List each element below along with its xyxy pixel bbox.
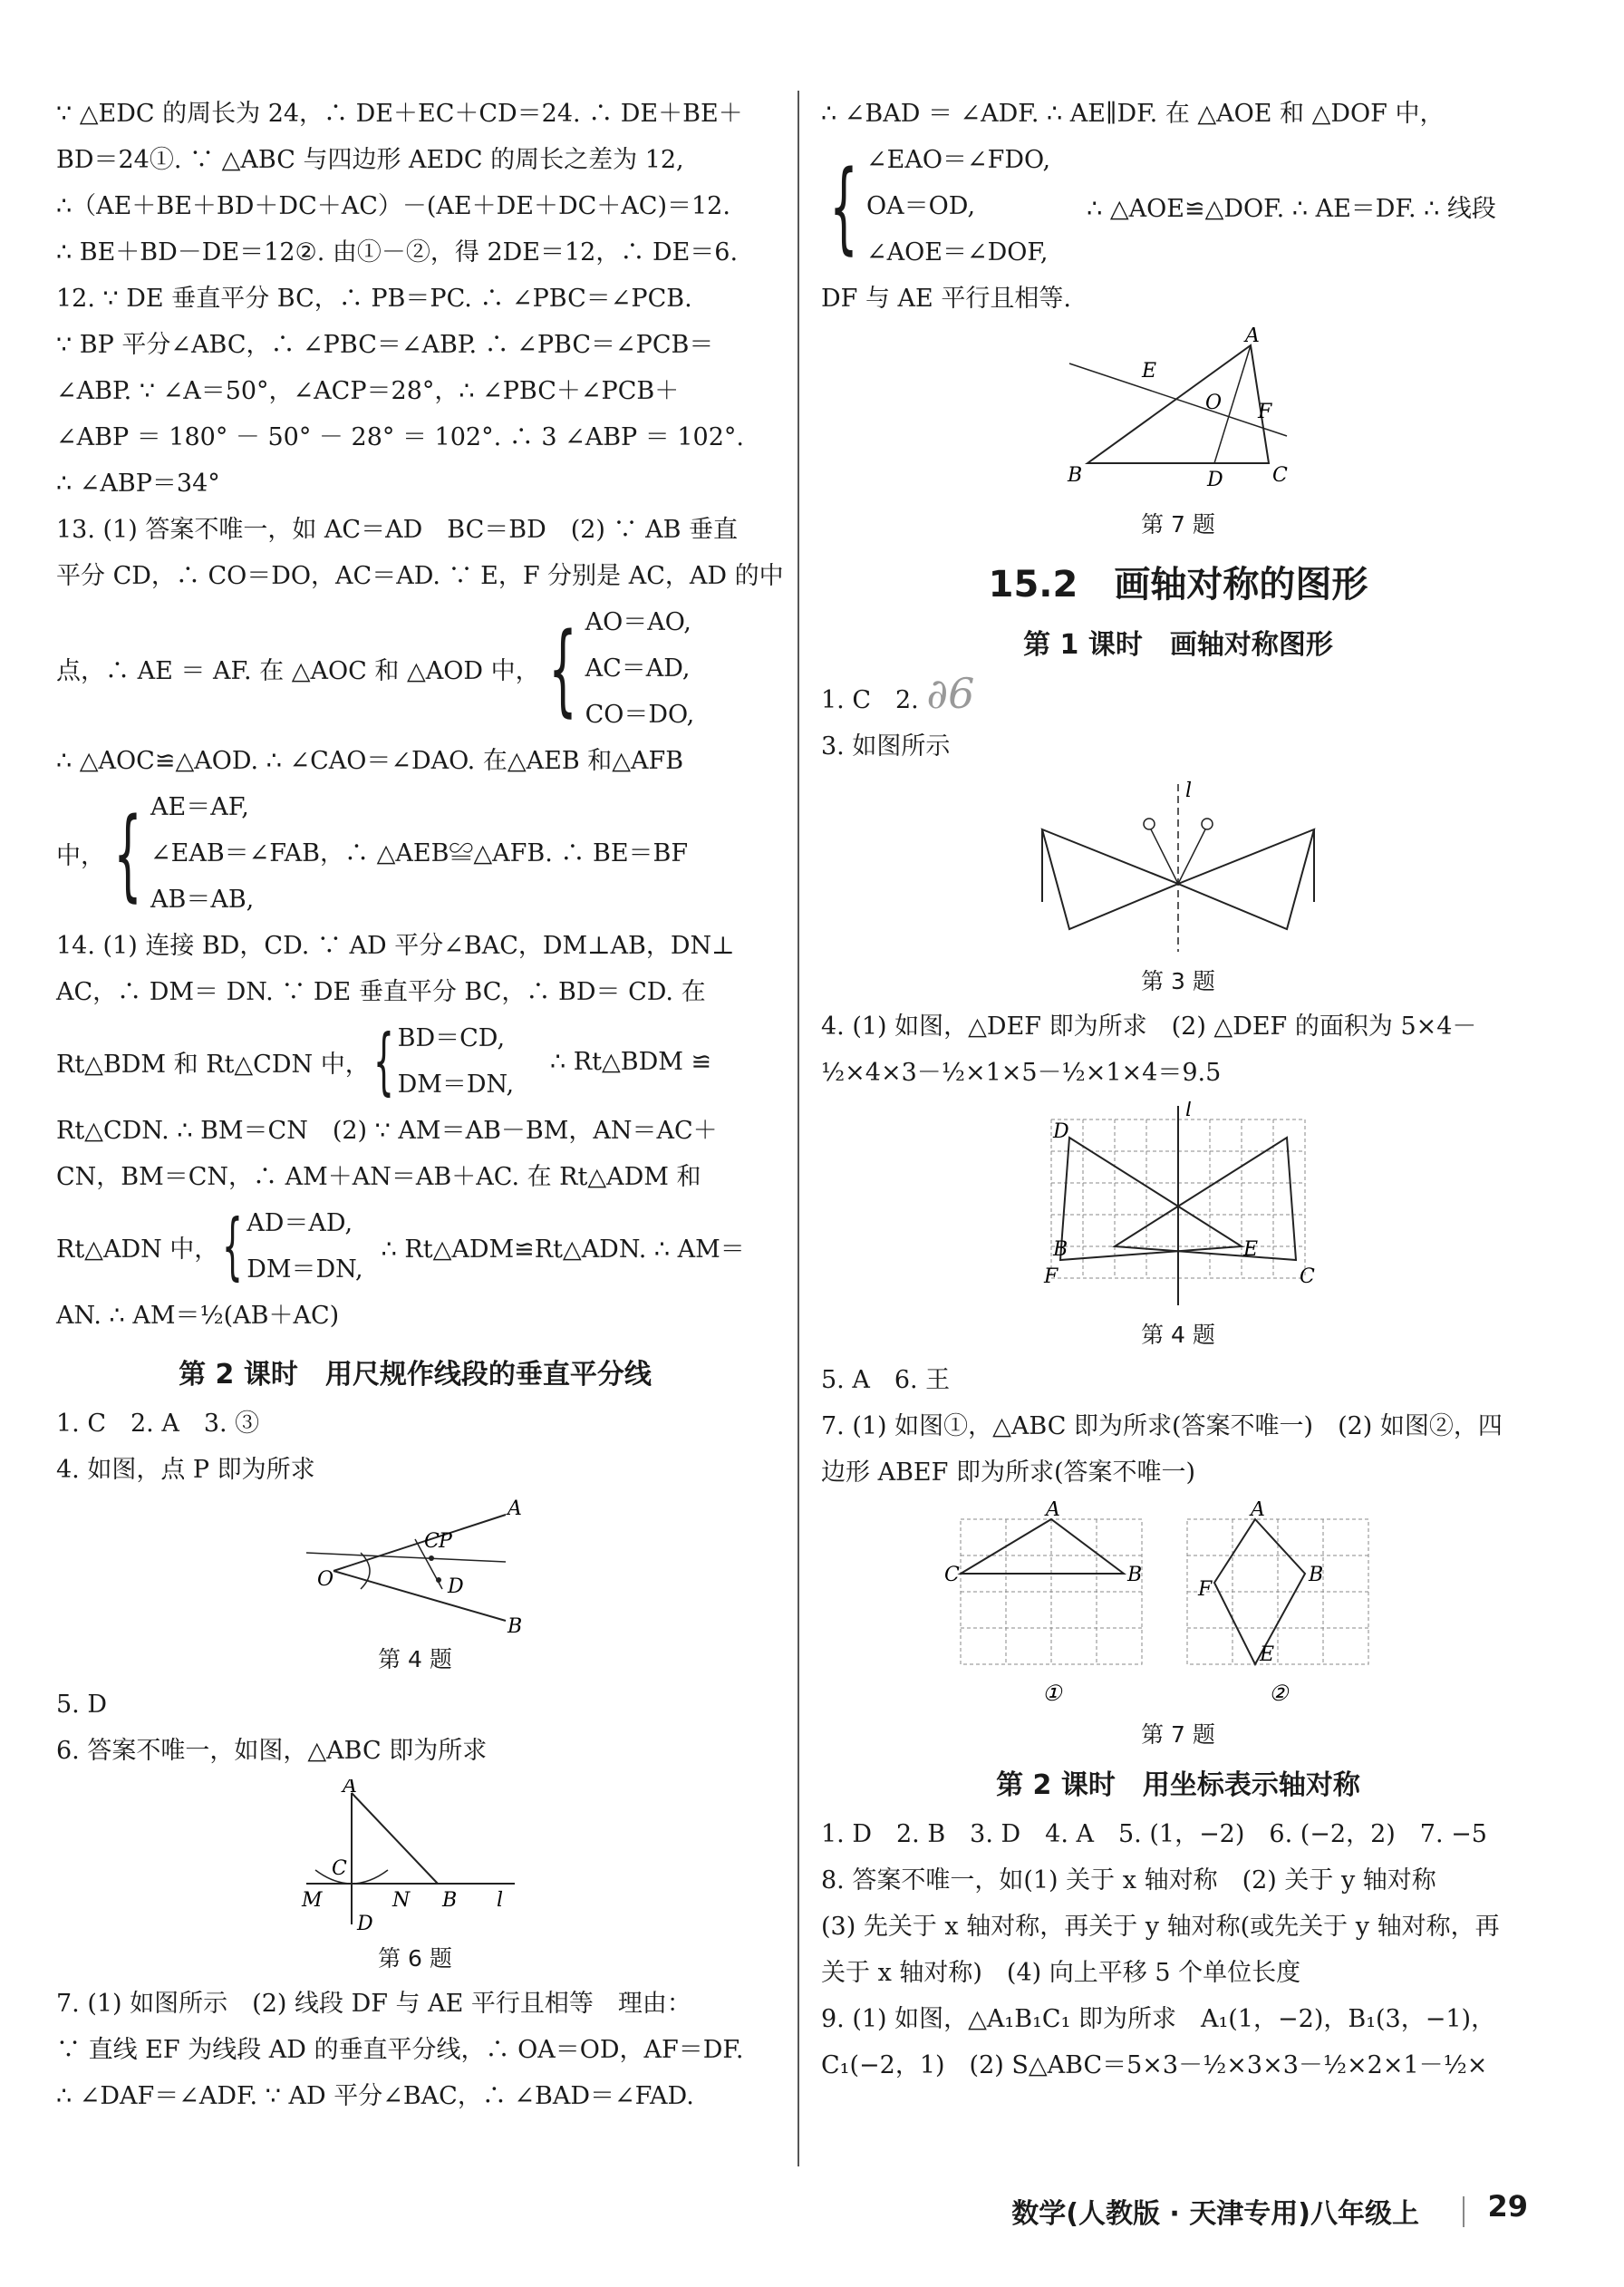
q14-system-pre: Rt△BDM 和 Rt△CDN 中， [56,1050,370,1079]
q12-line: ∴ ∠ABP＝34° [56,470,220,498]
q13-system-2 [56,784,774,923]
q7-line: 7. (1) 如图所示 (2) 线段 DF 与 AE 平行且相等 理由： [56,1990,691,2018]
q14-system-post: ∴ Rt△BDM ≌ [550,1047,712,1076]
q14-line: CN，BM＝CN，∴ AM＋AN＝AB＋AC. 在 Rt△ADM 和 [56,1163,701,1191]
equation: ∠AOE＝∠DOF, [866,238,1049,266]
text-line: BD＝24①. ∵ △ABC 与四边形 AEDC 的周长之差为 12, [56,146,684,174]
equation: CO＝DO, [585,701,695,729]
figure-caption: 第 3 题 [1141,968,1215,994]
brace-symbol: { [113,795,142,912]
right-column [821,91,1535,2088]
fig-label: F [1198,1578,1213,1601]
q13-line: 平分 CD，∴ CO＝DO，AC＝AD. ∵ E，F 分别是 AC，AD 的中 [56,562,784,590]
q14-system-2-post: ∴ Rt△ADM≌Rt△ADN. ∴ AM＝ [381,1235,745,1264]
fig-label: M [302,1889,323,1912]
answers-line: 边形 ABEF 即为所求(答案不唯一) [821,1458,1196,1487]
fig-label: ② [1269,1681,1289,1706]
figure-q6 [56,1779,774,1937]
grid-figures-diagram [942,1501,1414,1710]
fig-label: l [497,1889,504,1912]
figure-caption: 第 4 题 [378,1646,452,1672]
q14-system-2 [56,1200,774,1293]
q13-line: 13. (1) 答案不唯一，如 AC＝AD BC＝BD (2) ∵ AB 垂直 [56,516,739,544]
fig-label: C [1272,464,1288,487]
fig-label: l [1185,1101,1193,1121]
answers-line: 5. A 6. 王 [821,1366,951,1394]
figure-q3 [821,775,1535,960]
answers-line: 1. C 2. A 3. ③ [56,1410,260,1438]
answers-line: 9. (1) 如图，△A₁B₁C₁ 即为所求 A₁(1，−2)，B₁(3，−1)， [821,2005,1496,2033]
fig-label: B [1309,1564,1324,1586]
brace-symbol: { [222,1204,244,1288]
answers-line: 关于 x 轴对称) (4) 向上平移 5 个单位长度 [821,1959,1301,1987]
figure-caption: 第 7 题 [1141,1721,1215,1748]
fig-label: P [439,1530,452,1553]
q14-line: AN. ∴ AM＝½(AB＋AC) [56,1302,340,1330]
fig-label: A [1251,1501,1265,1521]
answers-line: 6. 答案不唯一，如图，△ABC 即为所求 [56,1737,488,1765]
equation: ∠EAO＝∠FDO, [866,146,1051,174]
column-divider [798,91,799,2166]
text-line: ∵ △EDC 的周长为 24，∴ DE＋EC＋CD＝24. ∴ DE＋BE＋ [56,100,743,128]
figure-q4-right [821,1101,1535,1313]
grid-triangle-diagram [1033,1101,1323,1310]
q14-line: Rt△CDN. ∴ BM＝CN (2) ∵ AM＝AB－BM，AN＝AC＋ [56,1117,718,1145]
text-line: ∴（AE＋BE＋BD＋DC＋AC）－(AE＋DE＋DC＋AC)＝12. [56,192,730,220]
equation: DM＝DN, [397,1071,515,1099]
fig-label: l [1185,780,1193,802]
fig-label: D [448,1575,464,1598]
figure-q4-left [56,1498,774,1638]
equation: AC＝AD, [585,654,691,683]
answers-line: 8. 答案不唯一，如(1) 关于 x 轴对称 (2) 关于 y 轴对称 [821,1866,1436,1895]
q14-line: AC，∴ DM＝ DN. ∵ DE 垂直平分 BC，∴ BD＝ CD. 在 [56,978,706,1006]
fig-label: E [1142,360,1157,383]
triangle-bisector-diagram [1051,327,1305,499]
handwritten-mark: ∂6 [926,669,975,718]
section-title: 第 1 课时 画轴对称图形 [1023,629,1333,661]
text-line: ∴ BE＋BD－DE＝12②. 由①－②，得 2DE＝12，∴ DE＝6. [56,238,739,266]
brace-symbol: { [372,1019,394,1103]
figure-q7-grids [821,1501,1535,1713]
section-title: 第 2 课时 用坐标表示轴对称 [996,1769,1360,1801]
q13-line: ∴ △AOC≌△AOD. ∴ ∠CAO＝∠DAO. 在△AEB 和△AFB [56,747,684,775]
right-system [821,137,1535,276]
answers-line: C₁(−2，1) (2) S△ABC＝5×3－½×3×3－½×2×1－½× [821,2051,1488,2079]
q14-system [56,1015,774,1108]
perpendicular-bisector-diagram [297,1498,533,1634]
bowtie-symmetry-diagram [1033,775,1323,956]
left-column [56,91,784,2119]
fig-label: N [392,1889,411,1912]
footer-divider [1463,2196,1464,2227]
fig-label: C [424,1530,440,1553]
answers-line: 3. 如图所示 [821,732,951,761]
page-number: 29 [1487,2189,1528,2224]
section-title: 第 2 课时 用尺规作线段的垂直平分线 [179,1359,652,1391]
q13-system-2-pre: 中， [56,842,105,870]
q7-line: ∵ 直线 EF 为线段 AD 的垂直平分线，∴ OA＝OD，AF＝DF. [56,2036,744,2064]
equation: AO＝AO, [585,608,691,636]
q12-line: ∵ BP 平分∠ABC，∴ ∠PBC＝∠ABP. ∴ ∠PBC＝∠PCB＝ [56,331,714,359]
fig-label: O [1205,392,1223,414]
fig-label: A [1046,1501,1060,1521]
fig-label: B [1068,464,1083,487]
equation: ∠EAB＝∠FAB，∴ △AEB≌△AFB. ∴ BE＝BF [150,839,689,867]
figure-caption: 第 7 题 [1141,511,1215,538]
figure-q7-top [821,327,1535,503]
answers-line [821,671,1535,723]
answers-line: 4. 如图，点 P 即为所求 [56,1456,315,1484]
fig-label: E [1243,1238,1259,1261]
q12-line: ∠ABP. ∵ ∠A＝50°，∠ACP＝28°，∴ ∠PBC＋∠PCB＋ [56,377,680,405]
q7-line: ∴ ∠DAF＝∠ADF. ∵ AD 平分∠BAC，∴ ∠BAD＝∠FAD. [56,2082,694,2110]
answers-text: 1. C 2. [821,686,919,714]
fig-label: D [1207,469,1223,491]
text-line: DF 与 AE 平行且相等. [821,285,1071,313]
fig-label: A [343,1779,357,1798]
fig-label: D [357,1913,373,1933]
fig-label: A [1245,327,1260,347]
answers-line: (3) 先关于 x 轴对称，再关于 y 轴对称(或先关于 y 轴对称，再 [821,1913,1500,1941]
fig-label: A [508,1498,522,1520]
book-title: 数学(人教版 · 天津专用)八年级上 [1011,2198,1419,2230]
q12-line: ∠ABP ＝ 180° － 50° － 28° ＝ 102°. ∴ 3 ∠ABP ＝ 102°. [56,423,744,451]
q14-line: 14. (1) 连接 BD，CD. ∵ AD 平分∠BAC，DM⊥AB，DN⊥ [56,932,735,960]
answers-line: ½×4×3－½×1×5－½×1×4＝9.5 [821,1059,1222,1087]
q12-line: 12. ∵ DE 垂直平分 BC，∴ PB＝PC. ∴ ∠PBC＝∠PCB. [56,285,692,313]
brace-symbol: { [547,610,577,727]
brace-symbol: { [829,148,858,265]
fig-label: C [944,1564,960,1586]
answers-line: 7. (1) 如图①，△ABC 即为所求(答案不唯一) (2) 如图②，四 [821,1412,1503,1440]
equation: AE＝AF, [150,793,249,821]
fig-label: B [442,1889,458,1912]
q14-system-2-pre: Rt△ADN 中， [56,1235,219,1264]
answers-line: 4. (1) 如图，△DEF 即为所求 (2) △DEF 的面积为 5×4－ [821,1013,1477,1041]
triangle-construction-diagram [297,1779,533,1933]
chapter-title: 15.2 画轴对称的图形 [988,564,1368,606]
fig-label: B [508,1615,523,1634]
fig-label: F [1044,1265,1058,1288]
q13-system-pre: 点，∴ AE ＝ AF. 在 △AOC 和 △AOD 中， [56,657,540,685]
page-footer [821,2187,1564,2233]
fig-label: C [332,1857,347,1880]
answers-line: 1. D 2. B 3. D 4. A 5. (1，−2) 6. (−2，2) 7. −5 [821,1820,1487,1848]
fig-label: D [1053,1120,1069,1143]
answers-line: 5. D [56,1691,107,1719]
equation: DM＝DN, [246,1255,363,1284]
equation: AD＝AD, [246,1209,353,1237]
right-system-post: ∴ △AOE≌△DOF. ∴ AE＝DF. ∴ 线段 [1087,195,1496,223]
fig-label: E [1260,1643,1275,1666]
text-line: ∴ ∠BAD ＝ ∠ADF. ∴ AE∥DF. 在 △AOE 和 △DOF 中， [821,100,1445,128]
fig-label: F [1258,401,1272,423]
fig-label: B [1053,1238,1068,1261]
fig-label: O [317,1568,334,1591]
fig-label: B [1127,1564,1143,1586]
figure-caption: 第 4 题 [1141,1322,1215,1348]
equation: BD＝CD, [397,1024,506,1052]
fig-label: ① [1042,1681,1062,1706]
q13-system [56,599,774,738]
figure-caption: 第 6 题 [378,1945,452,1972]
equation: OA＝OD, [866,192,976,220]
fig-label: C [1300,1265,1315,1288]
equation: AB＝AB, [150,886,255,914]
